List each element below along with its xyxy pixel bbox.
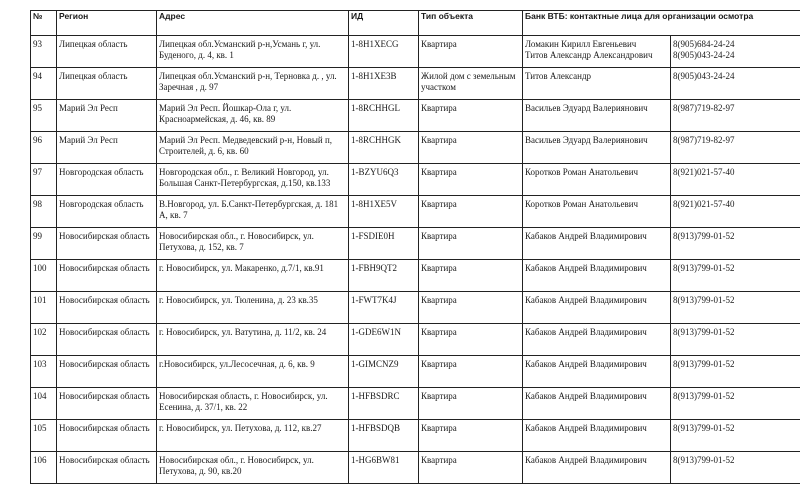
row-number-cell: 93 bbox=[31, 36, 57, 68]
address-cell: Новгородская обл., г. Великий Новгород, ул. Большая Санкт-Петербургская, д.150, кв.133 bbox=[157, 164, 349, 196]
address-cell: г. Новосибирск, ул. Тюленина, д. 23 кв.35 bbox=[157, 292, 349, 324]
row-number-cell: 106 bbox=[31, 452, 57, 484]
id-cell: 1-FWT7K4J bbox=[349, 292, 419, 324]
object-type-cell: Квартира bbox=[419, 356, 523, 388]
region-cell: Новосибирская область bbox=[57, 228, 157, 260]
table-row bbox=[31, 260, 800, 292]
table-row bbox=[31, 100, 800, 132]
phone-cell: 8(921)021-57-40 bbox=[671, 196, 800, 228]
object-type-cell: Квартира bbox=[419, 452, 523, 484]
contact-person-cell: Кабаков Андрей Владимирович bbox=[523, 260, 671, 292]
region-cell: Новосибирская область bbox=[57, 452, 157, 484]
region-cell: Новгородская область bbox=[57, 196, 157, 228]
table-row bbox=[31, 324, 800, 356]
header-id: ИД bbox=[349, 11, 419, 36]
objects-table bbox=[30, 10, 800, 484]
region-cell: Новгородская область bbox=[57, 164, 157, 196]
object-type-cell: Квартира bbox=[419, 196, 523, 228]
header-bank-contacts: Банк ВТБ: контактные лица для организации осмотра bbox=[523, 11, 800, 36]
id-cell: 1-BZYU6Q3 bbox=[349, 164, 419, 196]
table-row bbox=[31, 196, 800, 228]
address-cell: Марий Эл Респ. Медведевский р-н, Новый п, Строителей, д. 6, кв. 60 bbox=[157, 132, 349, 164]
contact-person-cell: Кабаков Андрей Владимирович bbox=[523, 388, 671, 420]
table-header-row bbox=[31, 11, 800, 36]
phone-cell: 8(905)043-24-24 bbox=[671, 68, 800, 100]
phone-cell: 8(913)799-01-52 bbox=[671, 420, 800, 452]
row-number-cell: 95 bbox=[31, 100, 57, 132]
contact-person-cell: Кабаков Андрей Владимирович bbox=[523, 324, 671, 356]
header-type: Тип объекта bbox=[419, 11, 523, 36]
id-cell: 1-FBH9QT2 bbox=[349, 260, 419, 292]
contact-person-cell: Кабаков Андрей Владимирович bbox=[523, 420, 671, 452]
row-number-cell: 104 bbox=[31, 388, 57, 420]
id-cell: 1-8H1XECG bbox=[349, 36, 419, 68]
id-cell: 1-GIMCNZ9 bbox=[349, 356, 419, 388]
contact-person-cell: Коротков Роман Анатольевич bbox=[523, 196, 671, 228]
header-address: Адрес bbox=[157, 11, 349, 36]
address-cell: г. Новосибирск, ул. Ватутина, д. 11/2, кв. 24 bbox=[157, 324, 349, 356]
row-number-cell: 96 bbox=[31, 132, 57, 164]
address-cell: г. Новосибирск, ул. Макаренко, д.7/1, кв.91 bbox=[157, 260, 349, 292]
contact-person-cell: Ломакин Кирилл Евгеньевич Титов Александр Александрович bbox=[523, 36, 671, 68]
table-row bbox=[31, 132, 800, 164]
contact-person-cell: Кабаков Андрей Владимирович bbox=[523, 356, 671, 388]
phone-cell: 8(913)799-01-52 bbox=[671, 388, 800, 420]
id-cell: 1-8H1XE5V bbox=[349, 196, 419, 228]
address-cell: Новосибирская область, г. Новосибирск, ул. Есенина, д. 37/1, кв. 22 bbox=[157, 388, 349, 420]
object-type-cell: Квартира bbox=[419, 324, 523, 356]
region-cell: Новосибирская область bbox=[57, 324, 157, 356]
region-cell: Липецкая область bbox=[57, 68, 157, 100]
contact-person-cell: Васильев Эдуард Валериянович bbox=[523, 100, 671, 132]
id-cell: 1-8RCHHGL bbox=[349, 100, 419, 132]
contact-person-cell: Васильев Эдуард Валериянович bbox=[523, 132, 671, 164]
object-type-cell: Квартира bbox=[419, 164, 523, 196]
contact-person-cell: Кабаков Андрей Владимирович bbox=[523, 292, 671, 324]
row-number-cell: 99 bbox=[31, 228, 57, 260]
table-row bbox=[31, 388, 800, 420]
phone-cell: 8(905)684-24-24 8(905)043-24-24 bbox=[671, 36, 800, 68]
id-cell: 1-8RCHHGK bbox=[349, 132, 419, 164]
object-type-cell: Квартира bbox=[419, 420, 523, 452]
phone-cell: 8(913)799-01-52 bbox=[671, 260, 800, 292]
table-row bbox=[31, 164, 800, 196]
table-row bbox=[31, 228, 800, 260]
contact-person-cell: Кабаков Андрей Владимирович bbox=[523, 228, 671, 260]
table-row bbox=[31, 36, 800, 68]
row-number-cell: 103 bbox=[31, 356, 57, 388]
table-row bbox=[31, 68, 800, 100]
object-type-cell: Квартира bbox=[419, 36, 523, 68]
row-number-cell: 97 bbox=[31, 164, 57, 196]
address-cell: Новосибирская обл., г. Новосибирск, ул. Петухова, д. 90, кв.20 bbox=[157, 452, 349, 484]
region-cell: Новосибирская область bbox=[57, 292, 157, 324]
object-type-cell: Жилой дом с земельным участком bbox=[419, 68, 523, 100]
address-cell: Новосибирская обл., г. Новосибирск, ул. Петухова, д. 152, кв. 7 bbox=[157, 228, 349, 260]
phone-cell: 8(987)719-82-97 bbox=[671, 100, 800, 132]
object-type-cell: Квартира bbox=[419, 100, 523, 132]
address-cell: Липецкая обл.Усманский р-н,Усмань г, ул. Буденого, д. 4, кв. 1 bbox=[157, 36, 349, 68]
phone-cell: 8(987)719-82-97 bbox=[671, 132, 800, 164]
header-num: № bbox=[31, 11, 57, 36]
phone-cell: 8(913)799-01-52 bbox=[671, 292, 800, 324]
region-cell: Новосибирская область bbox=[57, 420, 157, 452]
document-page bbox=[30, 10, 800, 484]
contact-person-cell: Кабаков Андрей Владимирович bbox=[523, 452, 671, 484]
phone-cell: 8(913)799-01-52 bbox=[671, 452, 800, 484]
region-cell: Марий Эл Респ bbox=[57, 100, 157, 132]
row-number-cell: 94 bbox=[31, 68, 57, 100]
address-cell: Марий Эл Респ. Йошкар-Ола г, ул. Красноармейская, д. 46, кв. 89 bbox=[157, 100, 349, 132]
row-number-cell: 105 bbox=[31, 420, 57, 452]
row-number-cell: 98 bbox=[31, 196, 57, 228]
table-row bbox=[31, 356, 800, 388]
table-row bbox=[31, 420, 800, 452]
id-cell: 1-HG6BW81 bbox=[349, 452, 419, 484]
region-cell: Новосибирская область bbox=[57, 356, 157, 388]
address-cell: г. Новосибирск, ул. Петухова, д. 112, кв.27 bbox=[157, 420, 349, 452]
row-number-cell: 100 bbox=[31, 260, 57, 292]
row-number-cell: 102 bbox=[31, 324, 57, 356]
phone-cell: 8(913)799-01-52 bbox=[671, 324, 800, 356]
header-region: Регион bbox=[57, 11, 157, 36]
phone-cell: 8(921)021-57-40 bbox=[671, 164, 800, 196]
region-cell: Новосибирская область bbox=[57, 388, 157, 420]
id-cell: 1-GDE6W1N bbox=[349, 324, 419, 356]
address-cell: Липецкая обл.Усманский р-н, Терновка д. , ул. Заречная , д. 97 bbox=[157, 68, 349, 100]
object-type-cell: Квартира bbox=[419, 260, 523, 292]
contact-person-cell: Коротков Роман Анатольевич bbox=[523, 164, 671, 196]
id-cell: 1-8H1XE3B bbox=[349, 68, 419, 100]
object-type-cell: Квартира bbox=[419, 292, 523, 324]
id-cell: 1-HFBSDRC bbox=[349, 388, 419, 420]
object-type-cell: Квартира bbox=[419, 132, 523, 164]
contact-person-cell: Титов Александр bbox=[523, 68, 671, 100]
row-number-cell: 101 bbox=[31, 292, 57, 324]
table-row bbox=[31, 292, 800, 324]
object-type-cell: Квартира bbox=[419, 228, 523, 260]
phone-cell: 8(913)799-01-52 bbox=[671, 356, 800, 388]
id-cell: 1-FSDIE0H bbox=[349, 228, 419, 260]
address-cell: г.Новосибирск, ул.Лесосечная, д. 6, кв. 9 bbox=[157, 356, 349, 388]
address-cell: В.Новгород, ул. Б.Санкт-Петербургская, д. 181 А, кв. 7 bbox=[157, 196, 349, 228]
region-cell: Липецкая область bbox=[57, 36, 157, 68]
region-cell: Марий Эл Респ bbox=[57, 132, 157, 164]
region-cell: Новосибирская область bbox=[57, 260, 157, 292]
phone-cell: 8(913)799-01-52 bbox=[671, 228, 800, 260]
object-type-cell: Квартира bbox=[419, 388, 523, 420]
id-cell: 1-HFBSDQB bbox=[349, 420, 419, 452]
table-row bbox=[31, 452, 800, 484]
